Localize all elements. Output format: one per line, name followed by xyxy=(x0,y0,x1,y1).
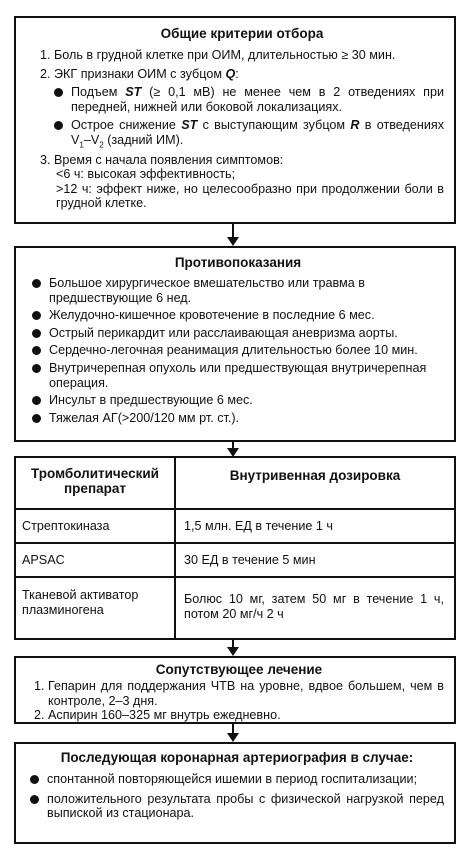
contraindication-item: Острый перикардит или расслаивающая аневризма аорты. xyxy=(32,326,444,341)
treatment-text: Гепарин для поддержания ЧТВ на уровне, вдвое большем, чем в контроле, 2–3 дня. xyxy=(48,679,444,708)
contraindication-item: Тяжелая АГ(>200/120 мм рт. ст.). xyxy=(32,411,444,426)
contraindication-item: Большое хирургическое вмешательство или травма в предшествующие 6 нед. xyxy=(32,276,444,305)
angiography-indication: положительного результата пробы с физической нагрузкой перед выпиской из стационара. xyxy=(30,792,444,821)
table-row xyxy=(15,577,455,639)
dose-cell: Болюс 10 мг, затем 50 мг в течение 1 ч, потом 20 мг/ч 2 ч xyxy=(175,577,455,639)
criteria-number: 1. xyxy=(40,48,51,62)
header-dose: Внутривенная дозировка xyxy=(175,457,455,509)
bullet-dot xyxy=(32,279,41,288)
q-wave-label: Q xyxy=(225,66,236,81)
criteria-number: 3. xyxy=(40,152,51,167)
contraindications-box xyxy=(14,246,456,442)
drug-cell: APSAC xyxy=(15,543,175,577)
contraindication-item: Желудочно-кишечное кровотечение в последние 6 мес. xyxy=(32,308,444,323)
angiography-indication: спонтанной повторяющейся ишемии в период госпитализации; xyxy=(30,772,444,787)
contraindication-item: Внутричерепная опухоль или предшествующая внутричерепная операция. xyxy=(32,361,444,390)
contraindication-item: Сердечно-легочная реанимация длительностью более 10 мин. xyxy=(32,343,444,358)
criteria-item-time xyxy=(40,153,444,168)
dose-cell: 30 ЕД в течение 5 мин xyxy=(175,543,455,577)
treatment-number: 1. xyxy=(34,679,45,693)
dose-cell: 1,5 млн. ЕД в течение 1 ч xyxy=(175,509,455,543)
bullet-dot xyxy=(32,329,41,338)
criteria-item-pain xyxy=(40,48,444,63)
table-row xyxy=(15,509,455,543)
contraindication-item: Инсульт в предшествующие 6 мес. xyxy=(32,393,444,408)
table-row xyxy=(15,543,455,577)
angiography-title: Последующая коронарная артериография в случае: xyxy=(60,750,414,765)
ecg-bullet-depression: Острое снижение ST с выступающим зубцом R в отведениях $V_1-V_2$ (задний ИМ). xyxy=(54,118,444,147)
time-efficacy-low: >12 ч: эффект ниже, но целесообразно при продолжении боли в грудной клетке. xyxy=(56,181,444,211)
drug-cell: Тканевой активатор плазминогена xyxy=(15,577,175,639)
thrombolytic-dosage-table xyxy=(14,456,456,640)
bullet-dot xyxy=(54,88,63,97)
treatment-number: 2. xyxy=(34,708,45,723)
concomitant-item-aspirin xyxy=(34,708,444,723)
bullet-dot xyxy=(32,396,41,405)
bullet-dot xyxy=(54,121,63,130)
criteria-text: Боль в грудной клетке при ОИМ, длительностью ≥ 30 мин. xyxy=(54,48,396,62)
contraindications-title: Противопоказания xyxy=(174,255,302,270)
bullet-dot xyxy=(32,414,41,423)
criteria-number: 2. xyxy=(40,66,51,81)
criteria-text: ЭКГ признаки ОИМ с зубцом xyxy=(54,66,226,81)
bullet-dot xyxy=(32,346,41,355)
criteria-text: Время с начала появления симптомов: xyxy=(54,152,284,167)
bullet-dot xyxy=(30,795,39,804)
bullet-dot xyxy=(32,364,41,373)
selection-criteria-box xyxy=(14,16,456,224)
selection-criteria-title: Общие критерии отбора xyxy=(160,26,324,41)
table-header-row xyxy=(15,457,455,509)
bullet-dot xyxy=(32,311,41,320)
concomitant-treatment-box xyxy=(14,656,456,724)
time-efficacy-high: <6 ч: высокая эффективность; xyxy=(56,167,236,182)
ecg-bullet-elevation: Подъем ST (≥ 0,1 мВ) не менее чем в 2 отведениях при передней, нижней или боковой локализациях. xyxy=(54,85,444,114)
header-drug: Тромболитический препарат xyxy=(15,457,175,509)
criteria-item-ecg: 2. ЭКГ признаки ОИМ с зубцом Q: xyxy=(40,66,239,81)
bullet-dot xyxy=(30,775,39,784)
drug-cell: Стрептокиназа xyxy=(15,509,175,543)
follow-up-angiography-box xyxy=(14,742,456,844)
concomitant-title: Сопутствующее лечение xyxy=(155,662,323,677)
concomitant-item-heparin xyxy=(34,679,444,708)
treatment-text: Аспирин 160–325 мг внутрь ежедневно. xyxy=(48,708,281,723)
